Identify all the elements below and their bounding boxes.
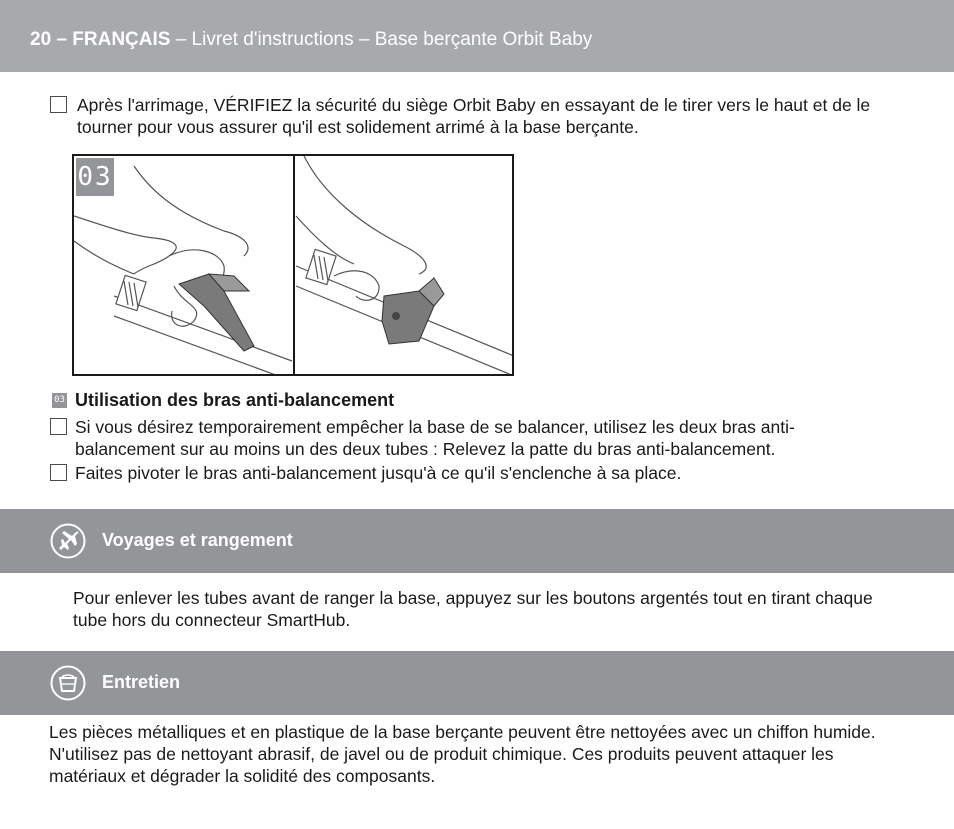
step-checkbox-1[interactable] (50, 418, 67, 435)
page-header (0, 0, 954, 72)
travel-body: Pour enlever les tubes avant de ranger la base, appuyez sur les boutons argentés tout en tirant chaque tube hors du connecteur SmartHub. (73, 588, 873, 630)
cleaning-bucket-icon (50, 665, 86, 701)
header-text (30, 29, 592, 51)
header-subtitle: – Livret d'instructions – Base berçante Orbit Baby (170, 29, 593, 50)
step-title: Utilisation des bras anti-balancement (75, 390, 395, 410)
airplane-icon (50, 523, 86, 559)
travel-section-header (0, 509, 954, 573)
figure-number: 03 (76, 158, 114, 196)
care-body: Les pièces métalliques et en plastique de la base berçante peuvent être nettoyées avec un chiffon humide. N'utilisez pas de nettoyant abrasif, de javel ou de produit chimique. Ces produits peuvent attaquer les matériaux et dégrader la solidité des composants. (49, 722, 876, 786)
figure-divider (293, 156, 295, 376)
step-check-text-1: Si vous désirez temporairement empêcher la base de se balancer, utilisez les deux bras anti-balancement sur au moins un des deux tubes : Relevez la patte du bras anti-balancement. (75, 417, 795, 459)
step-badge: 03 (52, 393, 67, 408)
header-dash: – (51, 29, 73, 50)
step-checkbox-2[interactable] (50, 464, 67, 481)
figure-03 (72, 154, 514, 376)
care-title: Entretien (102, 672, 181, 692)
step-check-text-2: Faites pivoter le bras anti-balancement jusqu'à ce qu'il s'enclenche à sa place. (75, 463, 682, 483)
intro-checkbox[interactable] (50, 96, 67, 113)
page-number: 20 (30, 29, 52, 50)
intro-check-text: Après l'arrimage, VÉRIFIEZ la sécurité du siège Orbit Baby en essayant de le tirer vers le haut et de le tourner pour vous assurer qu'il est solidement arrimé à la base berçante. (77, 95, 871, 137)
care-section-header (0, 651, 954, 715)
travel-title: Voyages et rangement (102, 530, 293, 550)
header-language: FRANÇAIS (72, 29, 171, 50)
